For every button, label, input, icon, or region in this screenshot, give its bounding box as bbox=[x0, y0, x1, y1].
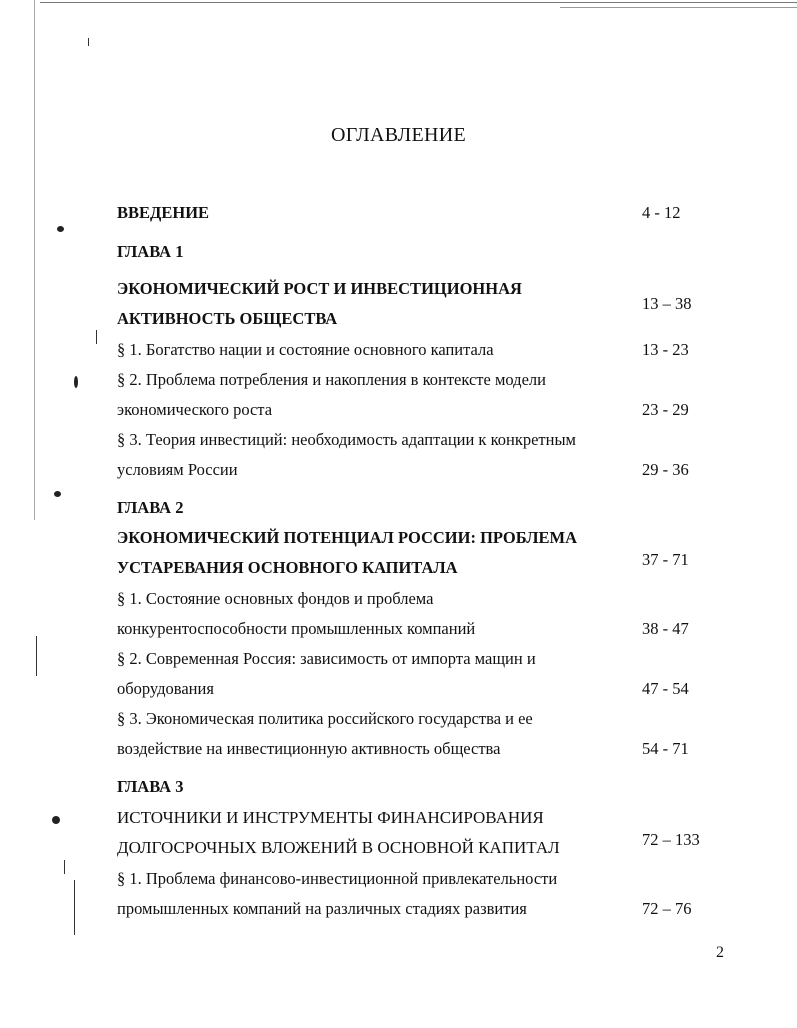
section-line: § 3. Экономическая политика российского государства и ее bbox=[117, 709, 533, 728]
chapter-title-line: ИСТОЧНИКИ И ИНСТРУМЕНТЫ ФИНАНСИРОВАНИЯ bbox=[117, 808, 544, 827]
chapter-title-line: ЭКОНОМИЧЕСКИЙ ПОТЕНЦИАЛ РОССИИ: ПРОБЛЕМА bbox=[117, 528, 578, 547]
section-line: оборудования bbox=[117, 679, 214, 698]
section-pages: 13 - 23 bbox=[642, 340, 689, 359]
section-pages: 72 – 76 bbox=[642, 899, 692, 918]
section-pages: 54 - 71 bbox=[642, 739, 689, 758]
chapter-title-line: АКТИВНОСТЬ ОБЩЕСТВА bbox=[117, 309, 338, 328]
section-line: конкурентоспособности промышленных компаний bbox=[117, 619, 476, 638]
section-pages: 23 - 29 bbox=[642, 400, 689, 419]
scan-speck bbox=[54, 491, 61, 497]
chapter-heading: ГЛАВА 2 bbox=[117, 498, 184, 517]
scan-speck bbox=[52, 816, 60, 824]
page-title: ОГЛАВЛЕНИЕ bbox=[331, 124, 466, 146]
scan-speck bbox=[57, 226, 64, 232]
section-line: § 1. Богатство нации и состояние основного капитала bbox=[117, 340, 494, 359]
section-line: § 2. Современная Россия: зависимость от импорта мащин и bbox=[117, 649, 536, 668]
toc-intro-pages: 4 - 12 bbox=[642, 203, 681, 222]
chapter-heading: ГЛАВА 3 bbox=[117, 777, 184, 796]
section-line: воздействие на инвестиционную активность общества bbox=[117, 739, 501, 758]
chapter-pages: 13 – 38 bbox=[642, 294, 692, 313]
chapter-title-line: ДОЛГОСРОЧНЫХ ВЛОЖЕНИЙ В ОСНОВНОЙ КАПИТАЛ bbox=[117, 838, 560, 857]
section-line: § 1. Состояние основных фондов и проблема bbox=[117, 589, 434, 608]
scan-edge-line bbox=[560, 7, 797, 8]
section-pages: 29 - 36 bbox=[642, 460, 689, 479]
section-line: § 1. Проблема финансово-инвестиционной привлекательности bbox=[117, 869, 558, 888]
chapter-title-line: УСТАРЕВАНИЯ ОСНОВНОГО КАПИТАЛА bbox=[117, 558, 458, 577]
chapter-pages: 37 - 71 bbox=[642, 550, 689, 569]
section-line: промышленных компаний на различных стадиях развития bbox=[117, 899, 527, 918]
toc-intro-label: ВВЕДЕНИЕ bbox=[117, 203, 210, 222]
scan-speck bbox=[64, 860, 65, 874]
scan-speck bbox=[96, 330, 97, 344]
chapter-heading: ГЛАВА 1 bbox=[117, 242, 184, 261]
section-line: экономического роста bbox=[117, 400, 273, 419]
section-pages: 47 - 54 bbox=[642, 679, 689, 698]
scan-speck bbox=[74, 376, 78, 388]
scan-speck bbox=[74, 880, 75, 935]
chapter-title-line: ЭКОНОМИЧЕСКИЙ РОСТ И ИНВЕСТИЦИОННАЯ bbox=[117, 279, 522, 298]
section-line: условиям России bbox=[117, 460, 238, 479]
scan-speck bbox=[36, 636, 37, 676]
section-line: § 3. Теория инвестиций: необходимость адаптации к конкретным bbox=[117, 430, 576, 449]
page-number: 2 bbox=[716, 944, 724, 961]
section-line: § 2. Проблема потребления и накопления в контексте модели bbox=[117, 370, 546, 389]
scan-speck bbox=[88, 38, 89, 46]
chapter-pages: 72 – 133 bbox=[642, 830, 700, 849]
section-pages: 38 - 47 bbox=[642, 619, 689, 638]
scan-margin-line bbox=[34, 0, 35, 520]
scan-edge-line bbox=[40, 2, 797, 3]
